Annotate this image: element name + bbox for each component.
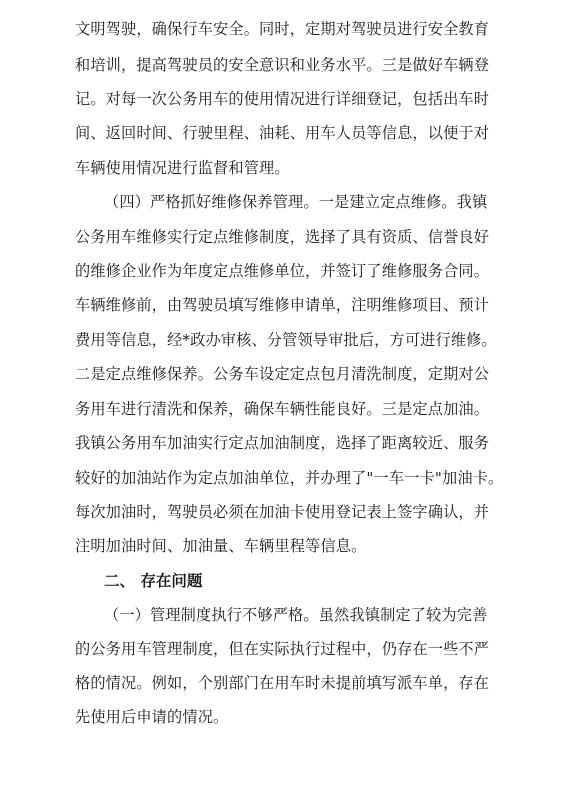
- section-heading: 二、 存在问题: [104, 572, 203, 590]
- body-text-line: 文明驾驶，确保行车安全。同时，定期对驾驶员进行安全教育: [75, 20, 490, 38]
- body-text-line: 间、返回时间、行驶里程、油耗、用车人员等信息，以便于对: [75, 124, 490, 142]
- body-text-line: 记。对每一次公务用车的使用情况进行详细登记，包括出车时: [75, 90, 490, 108]
- paragraph-one-start: （一）管理制度执行不够严格。虽然我镇制定了较为完善: [104, 606, 488, 624]
- body-text-line: 车辆使用情况进行监督和管理。: [75, 159, 290, 177]
- body-text-line: 注明加油时间、加油量、车辆里程等信息。: [75, 537, 367, 555]
- body-text-line: 每次加油时，驾驶员必须在加油卡使用登记表上签字确认，并: [75, 503, 490, 521]
- body-text-line: 先使用后申请的情况。: [75, 708, 229, 726]
- body-text-line: 公务用车维修实行定点维修制度，选择了具有资质、信誉良好: [75, 228, 490, 246]
- body-text-line: 的公务用车管理制度，但在实际执行过程中，仍存在一些不严: [75, 640, 490, 658]
- body-text-line: 的维修企业作为年度定点维修单位，并签订了维修服务合同。: [75, 262, 490, 280]
- body-text-line: 较好的加油站作为定点加油单位，并办理了"一车一卡"加油卡。: [75, 469, 504, 487]
- body-text-line: 务用车进行清洗和保养，确保车辆性能良好。三是定点加油。: [75, 400, 490, 418]
- body-text-line: 我镇公务用车加油实行定点加油制度，选择了距离较近、服务: [75, 434, 490, 452]
- body-text-line: 二是定点维修保养。公务车设定定点包月清洗制度，定期对公: [75, 365, 490, 383]
- paragraph-four-start: （四）严格抓好维修保养管理。一是建立定点维修。我镇: [104, 193, 488, 211]
- body-text-line: 费用等信息，经*政办审核、分管领导审批后，方可进行维修。: [75, 331, 497, 349]
- body-text-line: 和培训，提高驾驶员的安全意识和业务水平。三是做好车辆登: [75, 56, 490, 74]
- body-text-line: 车辆维修前，由驾驶员填写维修申请单，注明维修项目、预计: [75, 296, 490, 314]
- body-text-line: 格的情况。例如，个别部门在用车时未提前填写派车单，存在: [75, 674, 490, 692]
